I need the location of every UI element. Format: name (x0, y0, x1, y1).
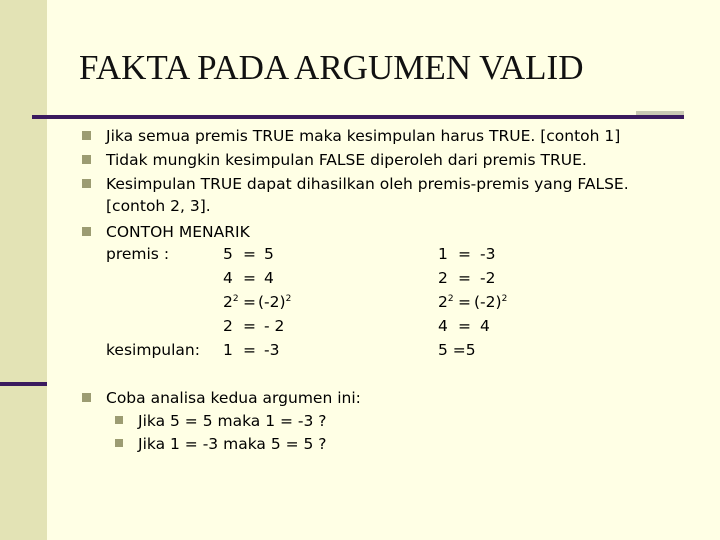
right-r2-eq: = (458, 269, 471, 287)
right-r5-text: 5 =5 (438, 341, 476, 359)
side-band (0, 0, 47, 540)
bullet-text: Kesimpulan TRUE dapat dihasilkan oleh premis-premis yang FALSE. (106, 175, 629, 193)
left-r5-lhs: 1 (223, 341, 233, 359)
right-r4-lhs: 4 (438, 317, 448, 335)
left-r2-lhs: 4 (223, 269, 233, 287)
premis-label: premis : (106, 245, 170, 263)
right-r1-rhs: -3 (480, 245, 496, 263)
bullet-marker (82, 393, 91, 402)
right-r3-rhs: $(-2)^2$ (474, 293, 508, 311)
analysis-lead: Coba analisa kedua argumen ini: (106, 389, 361, 407)
bullet-marker (82, 227, 91, 236)
side-accent-rule (0, 382, 47, 386)
analysis-sub-item: Jika 1 = -3 maka 5 = 5 ? (138, 435, 327, 453)
slide-title: FAKTA PADA ARGUMEN VALID (79, 48, 584, 87)
left-r5-eq: = (243, 341, 256, 359)
left-r3-rhs: $(-2)^2$ (258, 293, 292, 311)
left-r4-eq: = (243, 317, 256, 335)
right-r2-rhs: -2 (480, 269, 496, 287)
left-r3-lhs: $2^2$ (223, 293, 239, 311)
bullet-text: Jika semua premis TRUE maka kesimpulan harus TRUE. [contoh 1] (106, 127, 621, 145)
sub-bullet-marker (115, 416, 123, 424)
bullet-text: CONTOH MENARIK (106, 223, 250, 241)
kesimpulan-label: kesimpulan: (106, 341, 200, 359)
left-r1-eq: = (243, 245, 256, 263)
left-r3-lhs-exp: 2 (232, 294, 239, 304)
right-r4-eq: = (458, 317, 471, 335)
title-rule (32, 115, 684, 119)
right-r1-lhs: 1 (438, 245, 448, 263)
left-r3-rhs-exp: 2 (285, 294, 292, 304)
left-r4-lhs: 2 (223, 317, 233, 335)
right-r1-eq: = (458, 245, 471, 263)
right-r2-lhs: 2 (438, 269, 448, 287)
right-r4-rhs: 4 (480, 317, 490, 335)
sub-bullet-marker (115, 439, 123, 447)
left-r1-lhs: 5 (223, 245, 233, 263)
left-r5-rhs: -3 (264, 341, 280, 359)
bullet-marker (82, 179, 91, 188)
right-r3-rhs-exp: 2 (501, 294, 508, 304)
bullet-text: Tidak mungkin kesimpulan FALSE diperoleh dari premis TRUE. (106, 151, 587, 169)
left-r3-eq: = (243, 293, 256, 311)
right-r3-eq: = (458, 293, 471, 311)
right-r3-lhs: $2^2$ (438, 293, 454, 311)
left-r4-rhs: - 2 (264, 317, 285, 335)
left-r2-eq: = (243, 269, 256, 287)
left-r1-rhs: 5 (264, 245, 274, 263)
left-r2-rhs: 4 (264, 269, 274, 287)
analysis-sub-item: Jika 5 = 5 maka 1 = -3 ? (138, 412, 327, 430)
bullet-text-continuation: [contoh 2, 3]. (106, 197, 211, 215)
right-r3-lhs-exp: 2 (447, 294, 454, 304)
bullet-marker (82, 131, 91, 140)
bullet-marker (82, 155, 91, 164)
